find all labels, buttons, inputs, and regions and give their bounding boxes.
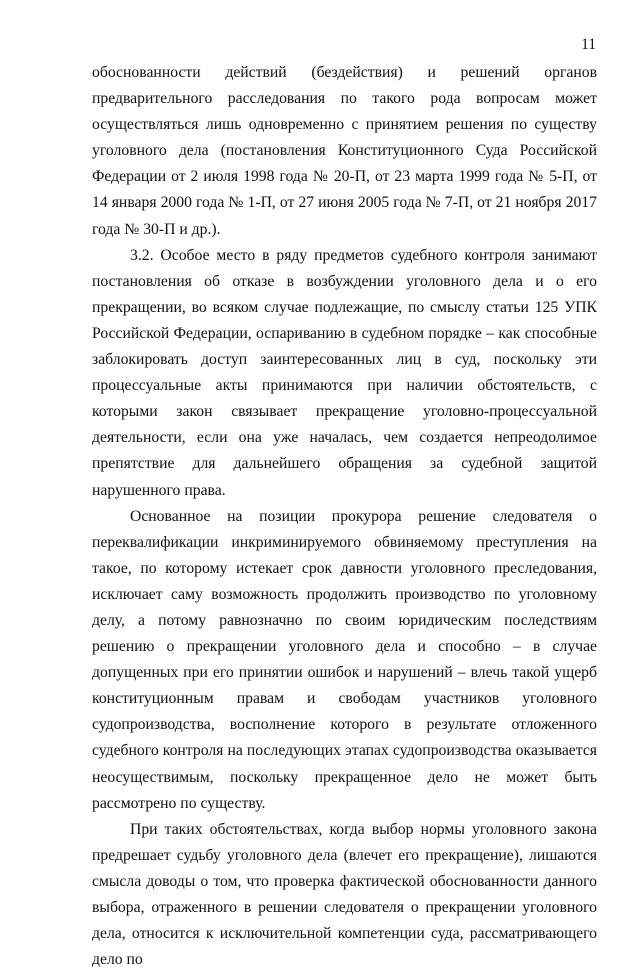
page-number: 11: [581, 36, 596, 53]
paragraph-3: Основанное на позиции прокурора решение следователя о переквалификации инкриминируемого обвиняемому преступления на такое, по которому истекает срок давности уголовного преследования, исключает саму возможность продолжить производство по уголовному делу, а потому равнозначно по своим юридическим последствиям решению о прекращении уголовного дела и способно – в случае допущенных при его принятии ошибок и нарушений – влечь такой ущерб конституционным правам и свободам участников уголовного судопроизводства, восполнение которого в результате отложенного судебного контроля на последующих этапах судопроизводства оказывается неосуществимым, поскольку прекращенное дело не может быть рассмотрено по существу.: [92, 507, 597, 812]
document-body: [92, 60, 597, 973]
paragraph-1: обоснованности действий (бездействия) и решений органов предварительного расследования по такого рода вопросам может осуществляться лишь одновременно с принятием решения по существу уголовного дела (постановления Конституционного Суда Российской Федерации от 2 июля 1998 года № 20-П, от 23 марта 1999 года № 5-П, от 14 января 2000 года № 1-П, от 27 июня 2005 года № 7-П, от 21 ноября 2017 года № 30-П и др.).: [92, 64, 597, 238]
paragraph-4: При таких обстоятельствах, когда выбор нормы уголовного закона предрешает судьбу уголовного дела (влечет его прекращение), лишаются смысла доводы о том, что проверка фактической обоснованности данного выбора, отраженного в решении следователя о прекращении уголовного дела, относится к исключительной компетенции суда, рассматривающего дело по: [92, 820, 597, 969]
paragraph-2: 3.2. Особое место в ряду предметов судебного контроля занимают постановления об отказе в возбуждении уголовного дела и о его прекращении, во всяком случае подлежащие, по смыслу статьи 125 УПК Российской Федерации, оспариванию в судебном порядке – как способные заблокировать доступ заинтересованных лиц в суд, поскольку эти процессуальные акты принимаются при наличии обстоятельств, с которыми закон связывает прекращение уголовно-процессуальной деятельности, если она уже началась, чем создается непреодолимое препятствие для дальнейшего обращения за судебной защитой нарушенного права.: [92, 246, 597, 499]
